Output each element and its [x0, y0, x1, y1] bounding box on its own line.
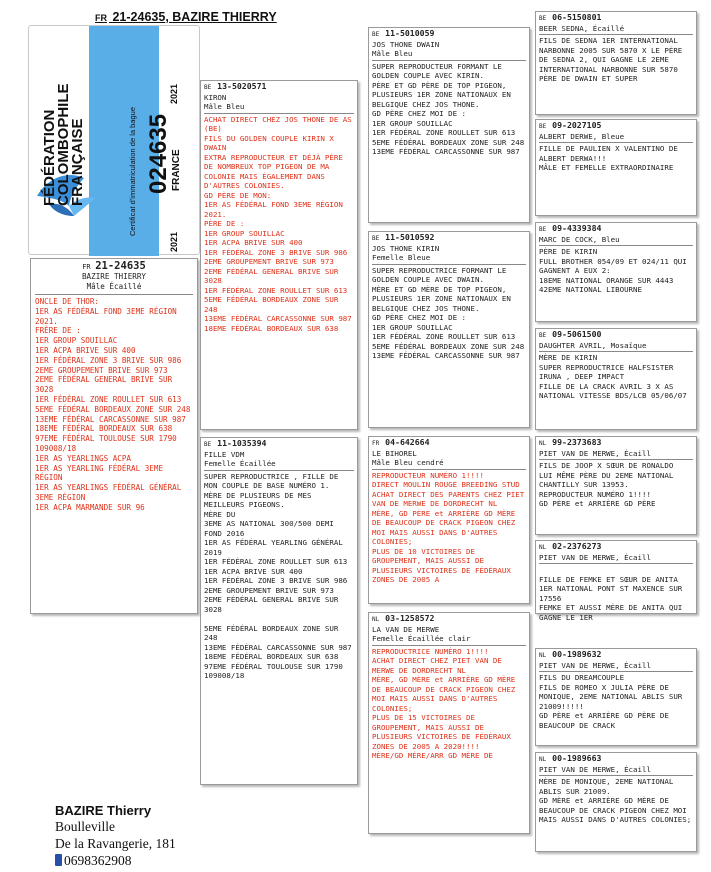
card-line: GD PÈRE et ARRIÈRE GD PÈRE: [539, 499, 656, 508]
card-line: FILS DU GOLDEN COUPLE KIRIN X DWAIN: [204, 133, 339, 152]
main-card-line: 18EME FÉDÉRAL BORDEAUX SUR 638: [35, 424, 173, 434]
card-line: 13EME FÉDÉRAL CARCASSONNE SUR 987: [372, 351, 520, 360]
card-line: ACHAT DIRECT CHEZ PIET VAN DE MERWE DE DORDRECHT NL: [372, 656, 507, 675]
main-card-line: 1ER FÉDÉRAL ZONE 3 BRIVE SUR 986: [35, 355, 182, 365]
main-card-line: FRÈRE DE :: [35, 326, 81, 336]
card-line: 5EME FÉDÉRAL BORDEAUX ZONE SUR 248: [372, 341, 525, 351]
card-line: REPRODUCTRICE NUMÉRO 1!!!!: [372, 646, 489, 656]
card-name: PIET VAN DE MERWE, Écaill: [539, 448, 651, 458]
card-line: GD PÈRE et ARRIÈRE GD PÈRE DE BEAUCOUP DE CRACK: [539, 711, 674, 730]
card-line: FILLE DE PAULIEN X VALENTINO DE ALBERT DERWA!!!: [539, 144, 683, 163]
card-line: 2EME FÉDÉRAL GENERAL BRIVE SUR 3028: [204, 595, 343, 614]
page-title: FR 21-24635, BAZIRE THIERRY: [95, 10, 277, 24]
card-line: FILLE DE FEMKE ET SŒUR DE ANITA: [539, 574, 678, 584]
card-line: 18EME FÉDÉRAL BORDEAUX SUR 638: [204, 652, 339, 661]
main-pigeon-card: [30, 258, 198, 614]
card-line: SUPER REPRODUCTRICE FORMANT LE GOLDEN COUPLE AVEC DWAIN.: [372, 265, 511, 284]
main-card-line: 1ER AS YEARLINGS ACPA: [35, 453, 132, 463]
main-card-line: 1ER ACPA MARMANDE SUR 96: [35, 502, 145, 512]
main-card-sex-color: Mâle Écaillé: [86, 282, 142, 291]
owner-phone-row: [55, 852, 176, 869]
card-sex-color: Mâle Bleu: [204, 102, 245, 111]
pedigree-card-la-van-de-merwe: [368, 612, 530, 834]
card-line: 1ER AS FÉDÉRAL YEARLING GÉNÉRAL 2019: [204, 538, 348, 557]
owner-town: Boulleville: [55, 819, 115, 834]
card-name: MARC DE COCK, Bleu: [539, 234, 620, 244]
card-line: GD PÈRE CHEZ MOI DE :: [372, 313, 467, 322]
pedigree-card-piet-02: [535, 540, 697, 622]
card-name: LA VAN DE MERWE: [372, 624, 440, 634]
pedigree-card-albert-derwe: [535, 119, 697, 216]
card-ring-number: 03-1258572: [380, 613, 435, 623]
card-line: MÈRE DE MONIQUE, 2EME NATIONAL ABLIS SUR 21009.: [539, 777, 678, 796]
card-ring: [539, 438, 693, 449]
card-line: SUPER REPRODUCTRICE , FILLE DE MON COUPLE DE BASE NUMÉRO 1.: [204, 471, 343, 490]
card-line: ACHAT DIRECT CHEZ JOS THONE DE AS (BE): [204, 114, 357, 133]
card-country: BE: [539, 332, 547, 339]
card-line: 1ER GROUP SOUILLAC: [372, 322, 453, 332]
card-sex-color: Femelle Écaillée: [204, 459, 276, 468]
card-line: 1ER GROUP SOUILLAC: [204, 228, 285, 238]
card-line: MÂLE ET FEMELLE EXTRAORDINAIRE: [539, 163, 674, 172]
card-divider: [204, 113, 354, 114]
card-ring: [372, 233, 526, 244]
main-card-line: 1ER ACPA BRIVE SUR 400: [35, 345, 136, 355]
main-card-line: ONCLE DE THOR:: [35, 297, 100, 306]
owner-name: BAZIRE Thierry: [55, 803, 152, 818]
federation-line-3: FRANÇAISE: [69, 118, 86, 206]
pedigree-card-kiron: [200, 80, 358, 430]
card-divider: [372, 645, 526, 646]
card-divider: [539, 671, 693, 672]
certificate-ring-number: 024635: [145, 113, 172, 194]
card-line: FILS DE JOOP X SŒUR DE RONALDO: [539, 461, 674, 470]
card-line: PLUS DE 10 VICTOIRES DE GROUPEMENT, MAIS AUSSI DE PLUSIEURS VICTOIRES DE FÉDÉRAUX ZONES DE 2005 A: [372, 546, 516, 584]
card-name: BEER SEDNA, Écaillé: [539, 23, 625, 33]
header-ring: 21-24635: [112, 10, 166, 24]
card-line: FILLE DE LA CRACK AVRIL 3 X AS NATIONAL VITESSE BDS/LCB 05/06/07: [539, 381, 687, 400]
card-line: 13EME FÉDÉRAL CARCASSONNE SUR 987: [204, 642, 352, 652]
card-line: LUI MÊME PÈRE DU 2EME NATIONAL CHANTILLY SUR 13953.: [539, 470, 678, 489]
card-ring: [539, 542, 693, 553]
card-name: LE BIHOREL: [372, 448, 417, 458]
card-line: 13EME FÉDÉRAL CARCASSONNE SUR 987: [204, 314, 352, 323]
card-ring: [539, 754, 693, 765]
card-line: 1ER NATIONAL PONT ST MAXENCE SUR 17556: [539, 584, 687, 603]
card-name: PIET VAN DE MERWE, Écaill: [539, 764, 651, 774]
card-line: 13EME FÉDÉRAL CARCASSONNE SUR 987: [372, 147, 520, 156]
card-line: PLUS DE 15 VICTOIRES DE GROUPEMENT, MAIS AUSSI DE PLUSIEURS VICTOIRES DE FÉDÉRAUX ZONES DE 2005 A 2020!!!!: [372, 713, 516, 751]
main-card-header: [35, 261, 193, 292]
card-ring: [372, 438, 526, 449]
card-line: DIRECT MOULIN ROUGE BREEDING STUD: [372, 480, 520, 489]
main-card-line: 109008/18: [35, 443, 77, 453]
main-card-line: 2EME GROUPEMENT BRIVE SUR 973: [35, 365, 168, 375]
card-line: GD MÈRE et ARRIÈRE GD MÈRE DE BEAUCOUP DE CRACK PIGEON CHEZ MOI MAIS AUSSI DANS D'AUTRES COLONIES;: [539, 796, 692, 824]
card-sex-color: Femelle Écaillée clair: [372, 634, 471, 643]
card-line: FILS DE ROMEO X JULIA PÈRE DE MONIQUE, 2EME NATIONAL ABLIS SUR 21009!!!!!: [539, 682, 687, 711]
card-ring-number: 02-2376273: [547, 541, 602, 551]
pedigree-card-fille-vdm: [200, 437, 358, 785]
card-country: BE: [539, 15, 547, 22]
card-line: 1ER AS FÉDÉRAL FOND 3EME RÉGION 2021.: [204, 200, 348, 219]
card-ring: [372, 29, 526, 40]
card-country: BE: [204, 441, 212, 448]
pedigree-card-marc-de-cock: [535, 222, 697, 322]
card-ring-number: 99-2373683: [547, 437, 602, 447]
main-card-line: 2EME FÉDÉRAL GENERAL BRIVE SUR 3028: [35, 375, 173, 395]
main-card-country: FR: [82, 263, 91, 271]
card-line: REPRODUCTEUR NUMÉRO 1!!!!: [539, 489, 651, 499]
card-country: NL: [539, 756, 547, 763]
card-ring-number: 09-4339384: [547, 223, 602, 233]
main-card-line: 1ER AS FÉDÉRAL FOND 3EME RÉGION 2021.: [35, 306, 177, 326]
card-line: MÈRE DE KIRIN: [539, 353, 598, 362]
pedigree-card-piet-00-1989663: [535, 752, 697, 852]
card-line: PÈRE ET GD PÈRE DE TOP PIGEON, PLUSIEURS 1ER ZONE NATIONAUX EN BELGIQUE CHEZ JOS THONE.: [372, 80, 516, 109]
card-ring: [539, 121, 693, 132]
card-line: 3EME AS NATIONAL 300/500 DEMI FOND 2016: [204, 519, 339, 538]
card-line: MÈRE, GD MÈRE et ARRIÈRE GD MÈRE DE BEAUCOUP DE CRACK PIGEON CHEZ MOI MAIS AUSSI DANS D'AUTRES COLONIES;: [372, 675, 520, 713]
card-divider: [372, 264, 526, 265]
card-line: 1ER GROUP SOUILLAC: [372, 118, 453, 128]
main-card-ring: 21-24635: [95, 260, 146, 272]
main-card-lines: [35, 297, 193, 513]
pedigree-card-le-bihorel: [368, 436, 530, 604]
pedigree-card-daughter-avril: [535, 328, 697, 430]
card-divider: [539, 142, 693, 143]
card-country: NL: [539, 652, 547, 659]
pedigree-card-piet-99: [535, 436, 697, 535]
card-line: PÈRE DE DWAIN ET SUPER: [539, 74, 638, 83]
card-line: EXTRA REPRODUCTEUR ET DÉJÀ PÈRE DE NOMBREUX TOP PIGEON DE MA COLONIE MAIS ÉGALEMENT DANS D'AUTRES COLONIES.: [204, 152, 348, 190]
main-card-line: 1ER FÉDÉRAL ZONE ROULLET SUR 613: [35, 394, 182, 404]
card-line: MÈRE, GD PÈRE et ARRIÈRE GD MÈRE DE BEAUCOUP DE CRACK PIGEON CHEZ MOI MAIS AUSSI DANS D'AUTRES COLONIES;: [372, 508, 520, 546]
card-line: FILS DE SEDNA 1ER INTERNATIONAL NARBONNE 2005 SUR 5870 X LE PÈRE DE SEDNA 2, QUI GAGNE LE 2EME INTERNATIONAL NARBONNE SUR 5870: [539, 36, 687, 74]
card-line: MÈRE DE PLUSIEURS DE MES MEILLEURS PIGEONS.: [204, 490, 316, 509]
card-divider: [539, 563, 693, 564]
card-line: SUPER REPRODUCTEUR FORMANT LE GOLDEN COUPLE AVEC KIRIN.: [372, 61, 507, 80]
card-ring: [539, 650, 693, 661]
card-name: PIET VAN DE MERWE, Écaill: [539, 660, 651, 670]
card-line: FEMKE ET AUSSI MÈRE DE ANITA QUI GAGNE LE 1ER: [539, 603, 687, 622]
pedigree-card-piet-00-1989632: [535, 648, 697, 746]
card-name: KIRON: [204, 92, 227, 102]
card-line: FULL BROTHER 054/09 ET 024/11 QUI GAGNENT A EUX 2:: [539, 256, 692, 275]
card-name: JOS THONE KIRIN: [372, 243, 440, 253]
owner-address-block: [55, 803, 176, 869]
card-ring: [204, 82, 354, 93]
card-ring: [539, 330, 693, 341]
card-country: BE: [372, 235, 380, 242]
card-divider: [539, 34, 693, 35]
header-country: FR: [95, 13, 107, 23]
card-ring-number: 11-1035394: [212, 438, 267, 448]
card-country: BE: [204, 84, 212, 91]
certificate-country: FRANCE: [171, 149, 182, 191]
card-line: 18EME NATIONAL ORANGE SUR 4443: [539, 275, 674, 285]
card-line: 5EME FÉDÉRAL BORDEAUX ZONE SUR 248: [372, 137, 525, 147]
card-ring-number: 11-5010059: [380, 28, 435, 38]
phone-icon: [55, 854, 62, 866]
pedigree-card-jos-thone-dwain: [368, 27, 530, 223]
card-line: 5EME FÉDÉRAL BORDEAUX ZONE SUR 248: [204, 295, 343, 314]
card-line: 2EME GROUPEMENT BRIVE SUR 973: [204, 257, 334, 266]
card-ring-number: 00-1989663: [547, 753, 602, 763]
card-name: JOS THONE DWAIN: [372, 39, 440, 49]
card-line: 5EME FÉDÉRAL BORDEAUX ZONE SUR 248: [204, 623, 343, 642]
card-line: PÈRE DE KIRIN: [539, 247, 598, 256]
card-line: [539, 565, 693, 575]
pedigree-card-beer-sedna: [535, 11, 697, 115]
card-ring: [372, 614, 526, 625]
card-divider: [204, 470, 354, 471]
card-ring-number: 09-5061500: [547, 329, 602, 339]
card-line: 1ER FÉDÉRAL ZONE ROULLET SUR 613: [204, 557, 348, 566]
main-card-line: 97EME FÉDÉRAL TOULOUSE SUR 1790: [35, 434, 177, 444]
card-line: SUPER REPRODUCTRICE HALFSISTER IRUNA , DEEP IMPACT: [539, 362, 678, 381]
card-sex-color: Mâle Bleu: [372, 49, 413, 58]
card-country: BE: [539, 123, 547, 130]
card-line: PÈRE DE :: [204, 219, 245, 228]
card-line: FILS DU DREAMCOUPLE: [539, 673, 625, 682]
main-card-line: 1ER GROUP SOUILLAC: [35, 336, 118, 346]
card-line: 2EME FÉDÉRAL GENERAL BRIVE SUR 3028: [204, 266, 343, 285]
main-card-line: 1ER AS YEARLING FÉDÉRAL 3EME RÉGION: [35, 463, 164, 483]
card-divider: [539, 245, 693, 246]
card-ring: [204, 439, 354, 450]
card-line: 18EME FÉDÉRAL BORDEAUX SUR 638: [204, 323, 339, 333]
card-sex-color: Femelle Bleue: [372, 253, 431, 262]
card-line: 42EME NATIONAL LIBOURNE: [539, 285, 642, 294]
owner-address: De la Ravangerie, 181: [55, 836, 176, 851]
card-divider: [539, 459, 693, 460]
card-line: GD PÈRE DE MON:: [204, 190, 272, 200]
pedigree-card-jos-thone-kirin: [368, 231, 530, 428]
ring-certificate: [28, 25, 200, 255]
card-divider: [372, 60, 526, 61]
card-ring-number: 13-5020571: [212, 81, 267, 91]
card-line: 1ER FÉDÉRAL ZONE ROULLET SUR 613: [372, 128, 516, 137]
card-line: 1ER ACPA BRIVE SUR 400: [204, 238, 303, 247]
card-name: DAUGHTER AVRIL, Mosaïque: [539, 340, 647, 350]
card-sex-color: Mâle Bleu cendré: [372, 458, 444, 467]
card-divider: [539, 351, 693, 352]
card-divider: [539, 775, 693, 776]
card-line: 1ER FÉDÉRAL ZONE ROULLET SUR 613: [204, 285, 348, 295]
card-line: 1ER FÉDÉRAL ZONE ROULLET SUR 613: [372, 332, 516, 341]
card-line: 2EME GROUPEMENT BRIVE SUR 973: [204, 585, 334, 595]
card-country: BE: [539, 226, 547, 233]
card-name: ALBERT DERWE, Bleue: [539, 131, 625, 141]
card-ring-number: 09-2027105: [547, 120, 602, 130]
card-line: MÈRE DU: [204, 509, 236, 519]
certificate-year-bottom: 2021: [169, 231, 179, 252]
main-card-owner: BAZIRE THIERRY: [81, 272, 146, 281]
card-line: MÈRE ET GD MÈRE DE TOP PIGEON, PLUSIEURS 1ER ZONE NATIONAUX EN BELGIQUE CHEZ JOS THONE.: [372, 284, 516, 313]
main-card-line: 13EME FÉDÉRAL CARCASSONNE SUR 987: [35, 414, 186, 424]
federation-line-2: COLOMBOPHILE: [55, 83, 72, 206]
card-name: PIET VAN DE MERWE, Écaill: [539, 552, 651, 562]
card-ring: [539, 13, 693, 24]
card-line: 109008/18: [204, 671, 245, 680]
card-country: NL: [372, 616, 380, 623]
card-country: FR: [372, 440, 380, 447]
card-ring-number: 04-642664: [380, 437, 430, 447]
card-ring-number: 06-5150801: [547, 12, 602, 22]
card-line: REPRODUCTEUR NUMÉRO 1!!!!: [372, 470, 484, 480]
card-line: [204, 614, 354, 624]
card-divider: [372, 469, 526, 470]
card-line: 1ER FÉDÉRAL ZONE 3 BRIVE SUR 986: [204, 576, 348, 585]
card-line: 97EME FÉDÉRAL TOULOUSE SUR 1790: [204, 661, 343, 671]
card-line: MÈRE/GD MÈRE/ARR GD MÈRE DE: [372, 751, 493, 760]
card-country: NL: [539, 440, 547, 447]
card-name: FILLE VDM: [204, 449, 245, 459]
card-ring: [539, 224, 693, 235]
owner-phone: 0698362908: [64, 853, 132, 868]
certificate-caption: Certificat d'immatriculation de la bague: [128, 107, 137, 236]
federation-line-1: FÉDÉRATION: [41, 109, 58, 206]
card-ring-number: 00-1989632: [547, 649, 602, 659]
main-card-line: 5EME FÉDÉRAL BORDEAUX ZONE SUR 248: [35, 404, 191, 414]
card-line: 1ER FÉDÉRAL ZONE 3 BRIVE SUR 986: [204, 247, 348, 257]
card-line: ACHAT DIRECT DES PARENTS CHEZ PIET VAN DE MERWE DE DORDRECHT NL: [372, 489, 529, 508]
card-line: GD PÈRE CHEZ MOI DE :: [372, 109, 467, 118]
header-name: BAZIRE THIERRY: [172, 10, 277, 24]
main-card-line: 1ER AS YEARLINGS FÉDÉRAL GÉNÉRAL 3EME RÉGION: [35, 483, 182, 502]
card-line: 1ER ACPA BRIVE SUR 400: [204, 566, 303, 576]
card-country: BE: [372, 31, 380, 38]
card-country: NL: [539, 544, 547, 551]
certificate-year-top: 2021: [169, 83, 179, 104]
card-ring-number: 11-5010592: [380, 232, 435, 242]
